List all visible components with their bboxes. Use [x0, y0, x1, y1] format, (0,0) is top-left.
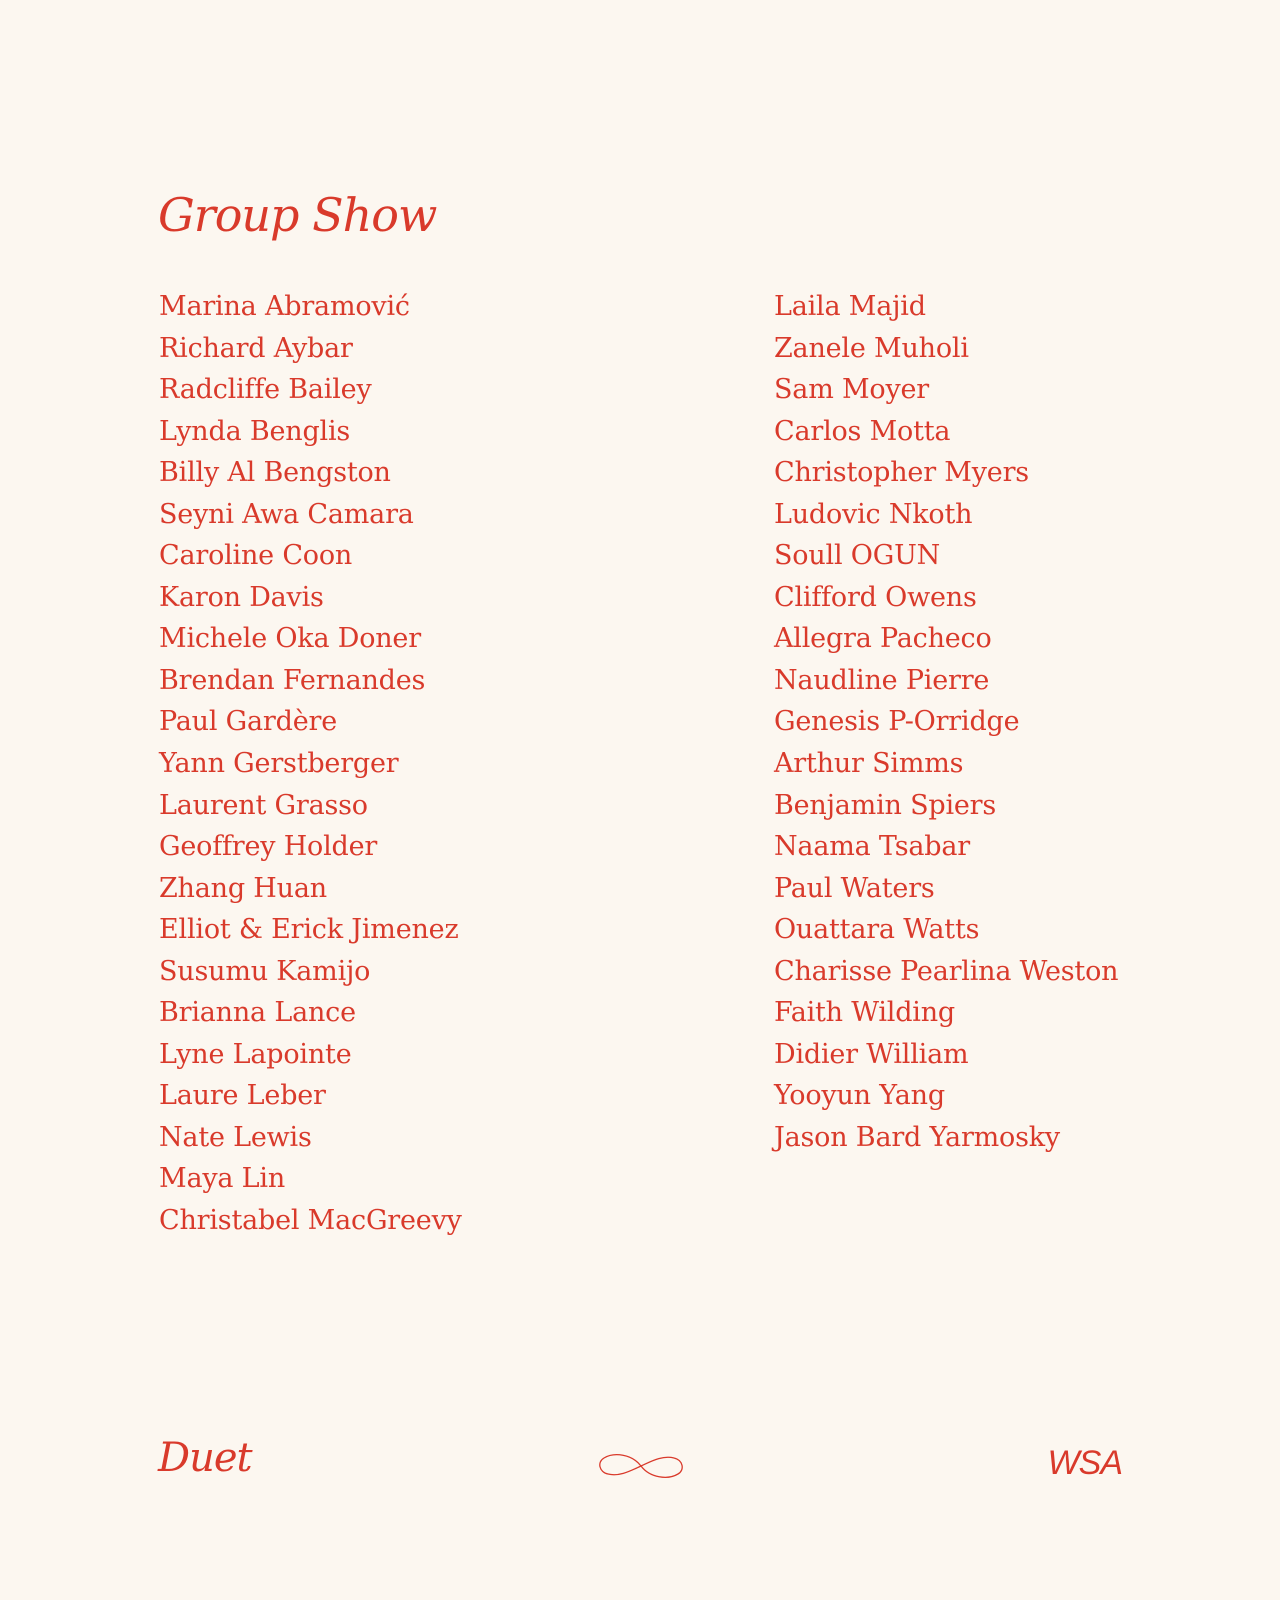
artist-name: Zanele Muholi: [774, 332, 969, 364]
artist-name: Yooyun Yang: [774, 1080, 945, 1112]
artist-name: Marina Abramović: [159, 291, 410, 322]
artist-name: Ouattara Watts: [774, 914, 980, 946]
artist-name: Clifford Owens: [774, 581, 977, 613]
artist-name: Christabel MacGreevy: [159, 1205, 462, 1237]
artist-name: Seyni Awa Camara: [159, 498, 414, 530]
infinity-icon: [596, 1446, 686, 1486]
artist-name: Faith Wilding: [774, 997, 955, 1029]
artist-name: Susumu Kamijo: [159, 955, 371, 987]
artist-name: Caroline Coon: [159, 540, 353, 572]
artist-name: Geoffrey Holder: [159, 831, 378, 863]
artist-name: Michele Oka Doner: [159, 623, 421, 655]
artist-name: Allegra Pacheco: [774, 623, 992, 655]
artist-name: Maya Lin: [159, 1163, 286, 1195]
artist-name: Carlos Motta: [774, 415, 951, 447]
artist-name: Didier William: [774, 1038, 969, 1070]
artist-name: Billy Al Bengston: [159, 457, 391, 489]
artist-name: Naama Tsabar: [774, 831, 970, 863]
wsa-logo: WSA: [1047, 1444, 1122, 1482]
artist-name: Benjamin Spiers: [774, 789, 997, 821]
artist-name: Laila Majid: [774, 291, 926, 322]
artist-name: Jason Bard Yarmosky: [774, 1121, 1060, 1153]
artist-name: Karon Davis: [159, 581, 324, 613]
artist-name: Richard Aybar: [159, 332, 353, 364]
page-title: Group Show: [158, 188, 437, 242]
artist-name: Christopher Myers: [774, 457, 1029, 489]
artist-name: Genesis P-Orridge: [774, 706, 1020, 738]
artist-name: Radcliffe Bailey: [159, 374, 372, 406]
artist-name: Zhang Huan: [159, 872, 327, 904]
artist-name: Nate Lewis: [159, 1121, 312, 1153]
artist-name: Charisse Pearlina Weston: [774, 955, 1119, 987]
artist-name: Elliot & Erick Jimenez: [159, 914, 459, 946]
artist-name: Brendan Fernandes: [159, 664, 426, 696]
artist-name: Lyne Lapointe: [159, 1038, 352, 1070]
artist-name: Paul Waters: [774, 872, 935, 904]
artist-name: Ludovic Nkoth: [774, 498, 973, 530]
artist-list-left: [159, 286, 462, 1242]
artist-list-right: [774, 286, 1118, 1158]
artist-name: Sam Moyer: [774, 374, 930, 406]
artist-name: Yann Gerstberger: [159, 748, 399, 780]
artist-name: Paul Gardère: [159, 706, 337, 738]
duet-logo: Duet: [158, 1435, 252, 1481]
artist-name: Soull OGUN: [774, 540, 941, 572]
artist-name: Laure Leber: [159, 1080, 326, 1112]
artist-name: Brianna Lance: [159, 997, 356, 1029]
artist-name: Arthur Simms: [774, 748, 964, 780]
artist-name: Naudline Pierre: [774, 664, 990, 696]
artist-name: Laurent Grasso: [159, 789, 368, 821]
artist-name: Lynda Benglis: [159, 415, 351, 447]
